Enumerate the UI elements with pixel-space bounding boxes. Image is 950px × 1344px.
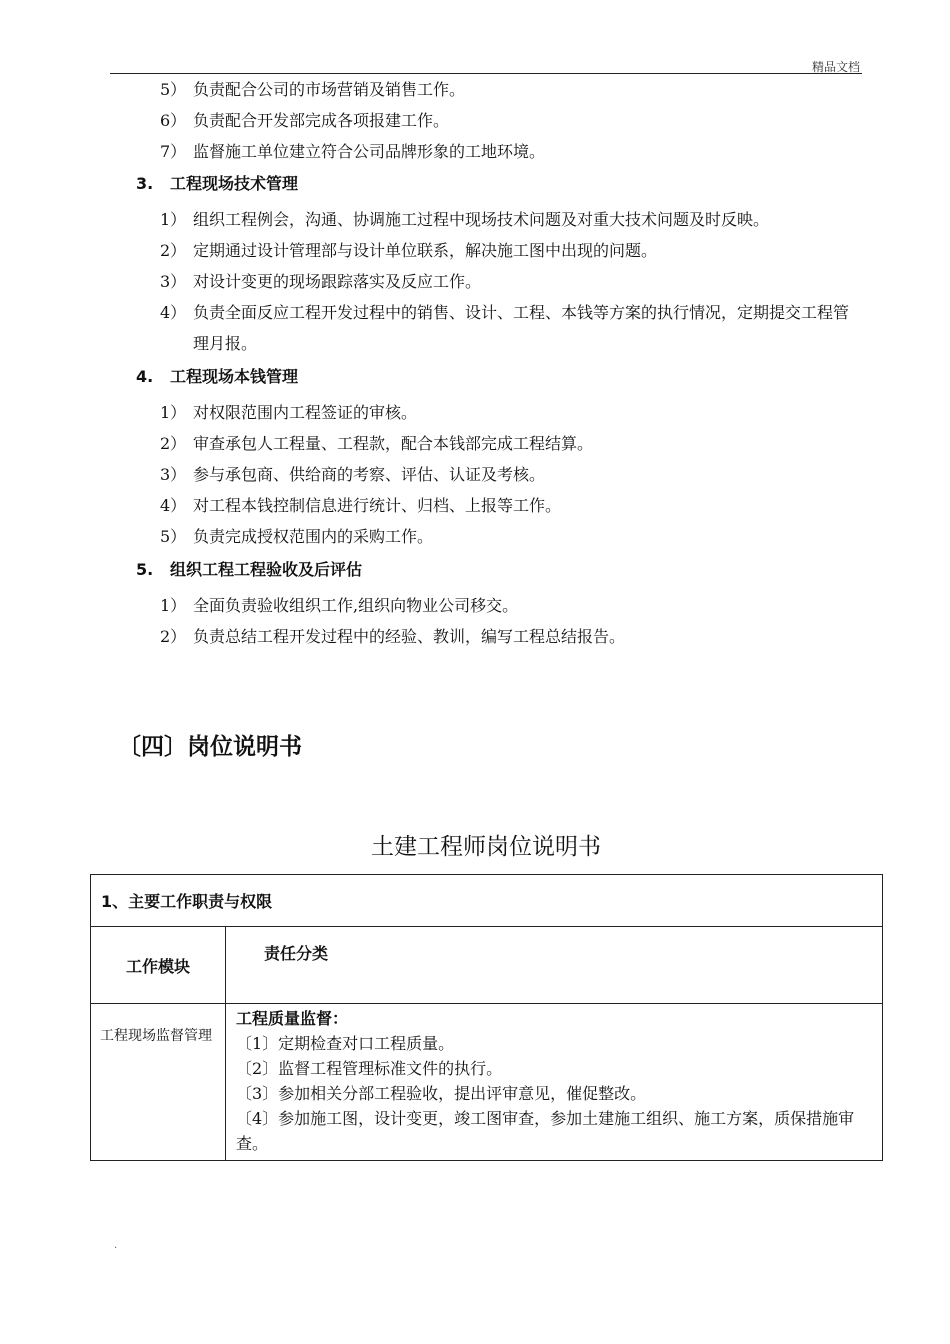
list-item: 2） 审查承包人工程量、工程款，配合本钱部完成工程结算。 [160,434,594,453]
list-item: 1） 对权限范围内工程签证的审核。 [160,403,418,422]
responsibility-cell [226,1004,883,1161]
section-heading-5: 5. 组织工程工程验收及后评估 [136,560,363,579]
responsibility-heading: 工程质量监督： [236,1009,349,1028]
column-header-module: 工作模块 [91,927,226,1004]
responsibility-line: 〔4〕参加施工图，设计变更，竣工图审查，参加土建施工组织、施工方案，质保措施审查。 [236,1109,855,1153]
section-heading-3: 3. 工程现场技术管理 [136,174,299,193]
table-title: 1、主要工作职责与权限 [91,875,883,927]
section-heading-4: 4. 工程现场本钱管理 [136,367,299,386]
document-title: 土建工程师岗位说明书 [371,834,601,860]
list-item: 2） 负责总结工程开发过程中的经验、教训，编写工程总结报告。 [160,627,626,646]
list-item: 5） 负责完成授权范围内的采购工作。 [160,527,434,546]
list-item: 4） 对工程本钱控制信息进行统计、归档、上报等工作。 [160,496,562,515]
list-item: 1） 组织工程例会，沟通、协调施工过程中现场技术问题及对重大技术问题及时反映。 [160,210,770,229]
list-item: 6） 负责配合开发部完成各项报建工作。 [160,111,450,130]
list-item: 1） 全面负责验收组织工作,组织向物业公司移交。 [160,596,519,615]
page-header: 精品文档 [811,60,860,74]
list-item: 3） 对设计变更的现场跟踪落实及反应工作。 [160,272,482,291]
list-item: 7） 监督施工单位建立符合公司品牌形象的工地环境。 [160,142,546,161]
section-four-heading: 〔四〕岗位说明书 [118,734,302,760]
list-item: 4） 负责全面反应工程开发过程中的销售、设计、工程、本钱等方案的执行情况，定期提交工程管理月报。 [160,303,850,353]
responsibility-table [90,874,883,1161]
responsibility-line: 〔3〕参加相关分部工程验收，提出评审意见，催促整改。 [236,1084,647,1103]
list-item: 5） 负责配合公司的市场营销及销售工作。 [160,80,466,99]
responsibility-line: 〔1〕定期检查对口工程质量。 [236,1034,455,1053]
list-item: 2） 定期通过设计管理部与设计单位联系，解决施工图中出现的问题。 [160,241,658,260]
column-header-category: 责任分类 [226,927,883,1004]
list-item: 3） 参与承包商、供给商的考察、评估、认证及考核。 [160,465,546,484]
module-name: 工程现场监督管理 [91,1004,226,1161]
footer-mark: . [114,1240,118,1251]
responsibility-line: 〔2〕监督工程管理标准文件的执行。 [236,1059,503,1078]
